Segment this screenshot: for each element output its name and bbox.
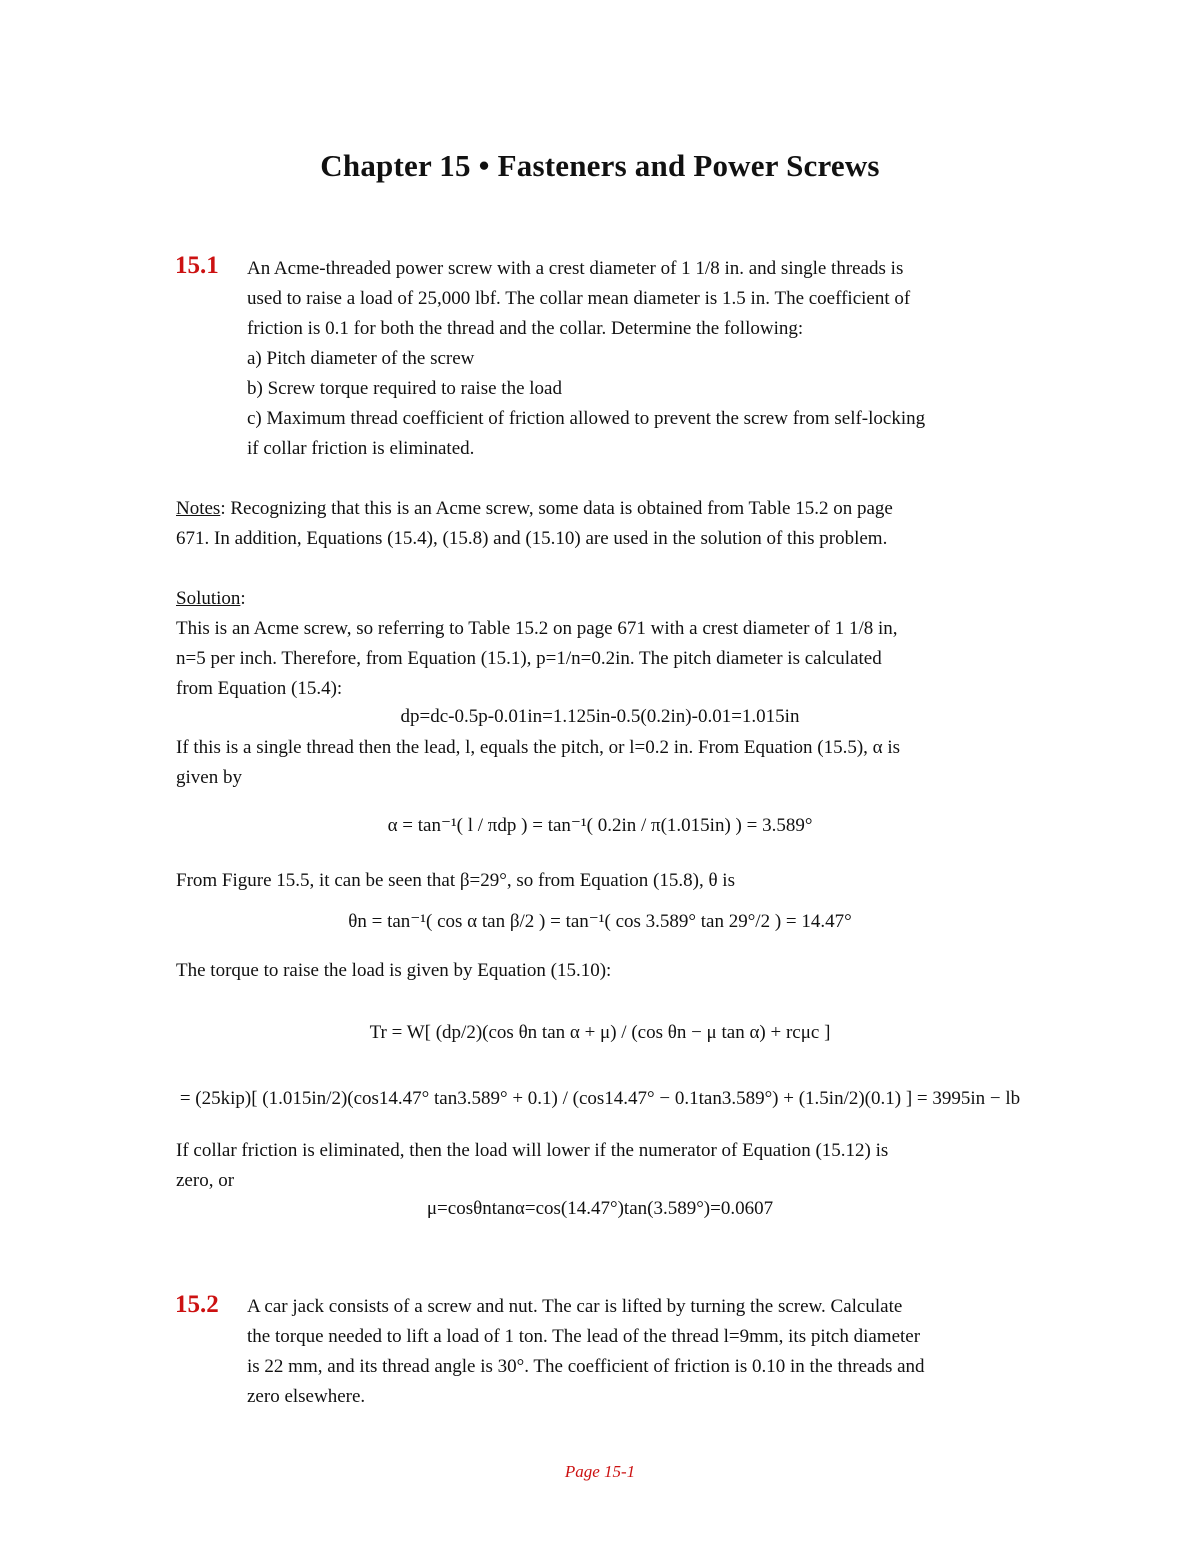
solution-label: Solution xyxy=(176,588,241,609)
equation-torque-general: Tr = W[ (dp/2)(cos θn tan α + μ) / (cos θn − μ tan α) + rcμc ] xyxy=(369,1022,831,1043)
solution-line: This is an Acme screw, so referring to Table 15.2 on page 671 with a crest diameter of 1 1/8 in, xyxy=(176,618,898,639)
problem-line: a) Pitch diameter of the screw xyxy=(247,348,475,369)
equation-pitch-diameter: dp=dc-0.5p-0.01in=1.125in-0.5(0.2in)-0.01=1.015in xyxy=(400,706,800,727)
solution-line: zero, or xyxy=(176,1170,235,1191)
notes-paragraph xyxy=(176,494,1036,554)
problem-line: used to raise a load of 25,000 lbf. The collar mean diameter is 1.5 in. The coefficient of xyxy=(247,288,911,309)
chapter-title: Chapter 15 • Fasteners and Power Screws xyxy=(320,148,880,183)
problem-line: the torque needed to lift a load of 1 ton. The lead of the thread l=9mm, its pitch diameter xyxy=(247,1326,921,1347)
solution-line: given by xyxy=(176,767,242,788)
solution-heading: Solution: xyxy=(176,588,246,609)
equation-friction-coefficient: μ=cosθntanα=cos(14.47°)tan(3.589°)=0.0607 xyxy=(426,1198,774,1219)
solution-line: If collar friction is eliminated, then the load will lower if the numerator of Equation (15.12) is xyxy=(176,1140,889,1161)
solution-torque-text: The torque to raise the load is given by Equation (15.10): xyxy=(176,960,612,981)
equation-torque-numeric: = (25kip)[ (1.015in/2)(cos14.47° tan3.589° + 0.1) / (cos14.47° − 0.1tan3.589°) + (1.5in/2)(0.1) ] = 3995in − lb xyxy=(179,1088,1021,1109)
problem-line: if collar friction is eliminated. xyxy=(247,438,475,459)
problem-line: An Acme-threaded power screw with a crest diameter of 1 1/8 in. and single threads is xyxy=(247,258,904,279)
page-number-footer: Page 15-1 xyxy=(564,1462,636,1481)
problem-line: zero elsewhere. xyxy=(247,1386,366,1407)
problem-15-2-statement xyxy=(247,1292,1027,1412)
notes-line: 671. In addition, Equations (15.4), (15.8) and (15.10) are used in the solution of this problem. xyxy=(176,528,888,549)
solution-line: from Equation (15.4): xyxy=(176,678,343,699)
solution-line: n=5 per inch. Therefore, from Equation (15.1), p=1/n=0.2in. The pitch diameter is calculated xyxy=(176,648,882,669)
solution-lead-text xyxy=(176,733,1036,793)
problem-line: A car jack consists of a screw and nut. The car is lifted by turning the screw. Calculate xyxy=(247,1296,903,1317)
problem-number-15-1: 15.1 xyxy=(175,252,219,279)
equation-lead-angle: α = tan⁻¹( l / πdp ) = tan⁻¹( 0.2in / π(1.015in) ) = 3.589° xyxy=(387,815,813,836)
solution-intro xyxy=(176,614,1036,704)
notes-label: Notes xyxy=(176,498,221,519)
notes-line: : Recognizing that this is an Acme screw, some data is obtained from Table 15.2 on page xyxy=(220,498,893,519)
equation-theta: θn = tan⁻¹( cos α tan β/2 ) = tan⁻¹( cos 3.589° tan 29°/2 ) = 14.47° xyxy=(348,911,852,932)
solution-figure-text: From Figure 15.5, it can be seen that β=29°, so from Equation (15.8), θ is xyxy=(176,870,735,891)
problem-15-1-statement xyxy=(247,254,1027,464)
solution-collar-text xyxy=(176,1136,1036,1196)
problem-line: c) Maximum thread coefficient of friction allowed to prevent the screw from self-locking xyxy=(247,408,926,429)
problem-line: friction is 0.1 for both the thread and the collar. Determine the following: xyxy=(247,318,804,339)
problem-number-15-2: 15.2 xyxy=(175,1291,219,1318)
problem-line: b) Screw torque required to raise the load xyxy=(247,378,562,399)
solution-line: If this is a single thread then the lead, l, equals the pitch, or l=0.2 in. From Equation (15.5), α is xyxy=(176,737,901,758)
problem-line: is 22 mm, and its thread angle is 30°. The coefficient of friction is 0.10 in the threads and xyxy=(247,1356,925,1377)
